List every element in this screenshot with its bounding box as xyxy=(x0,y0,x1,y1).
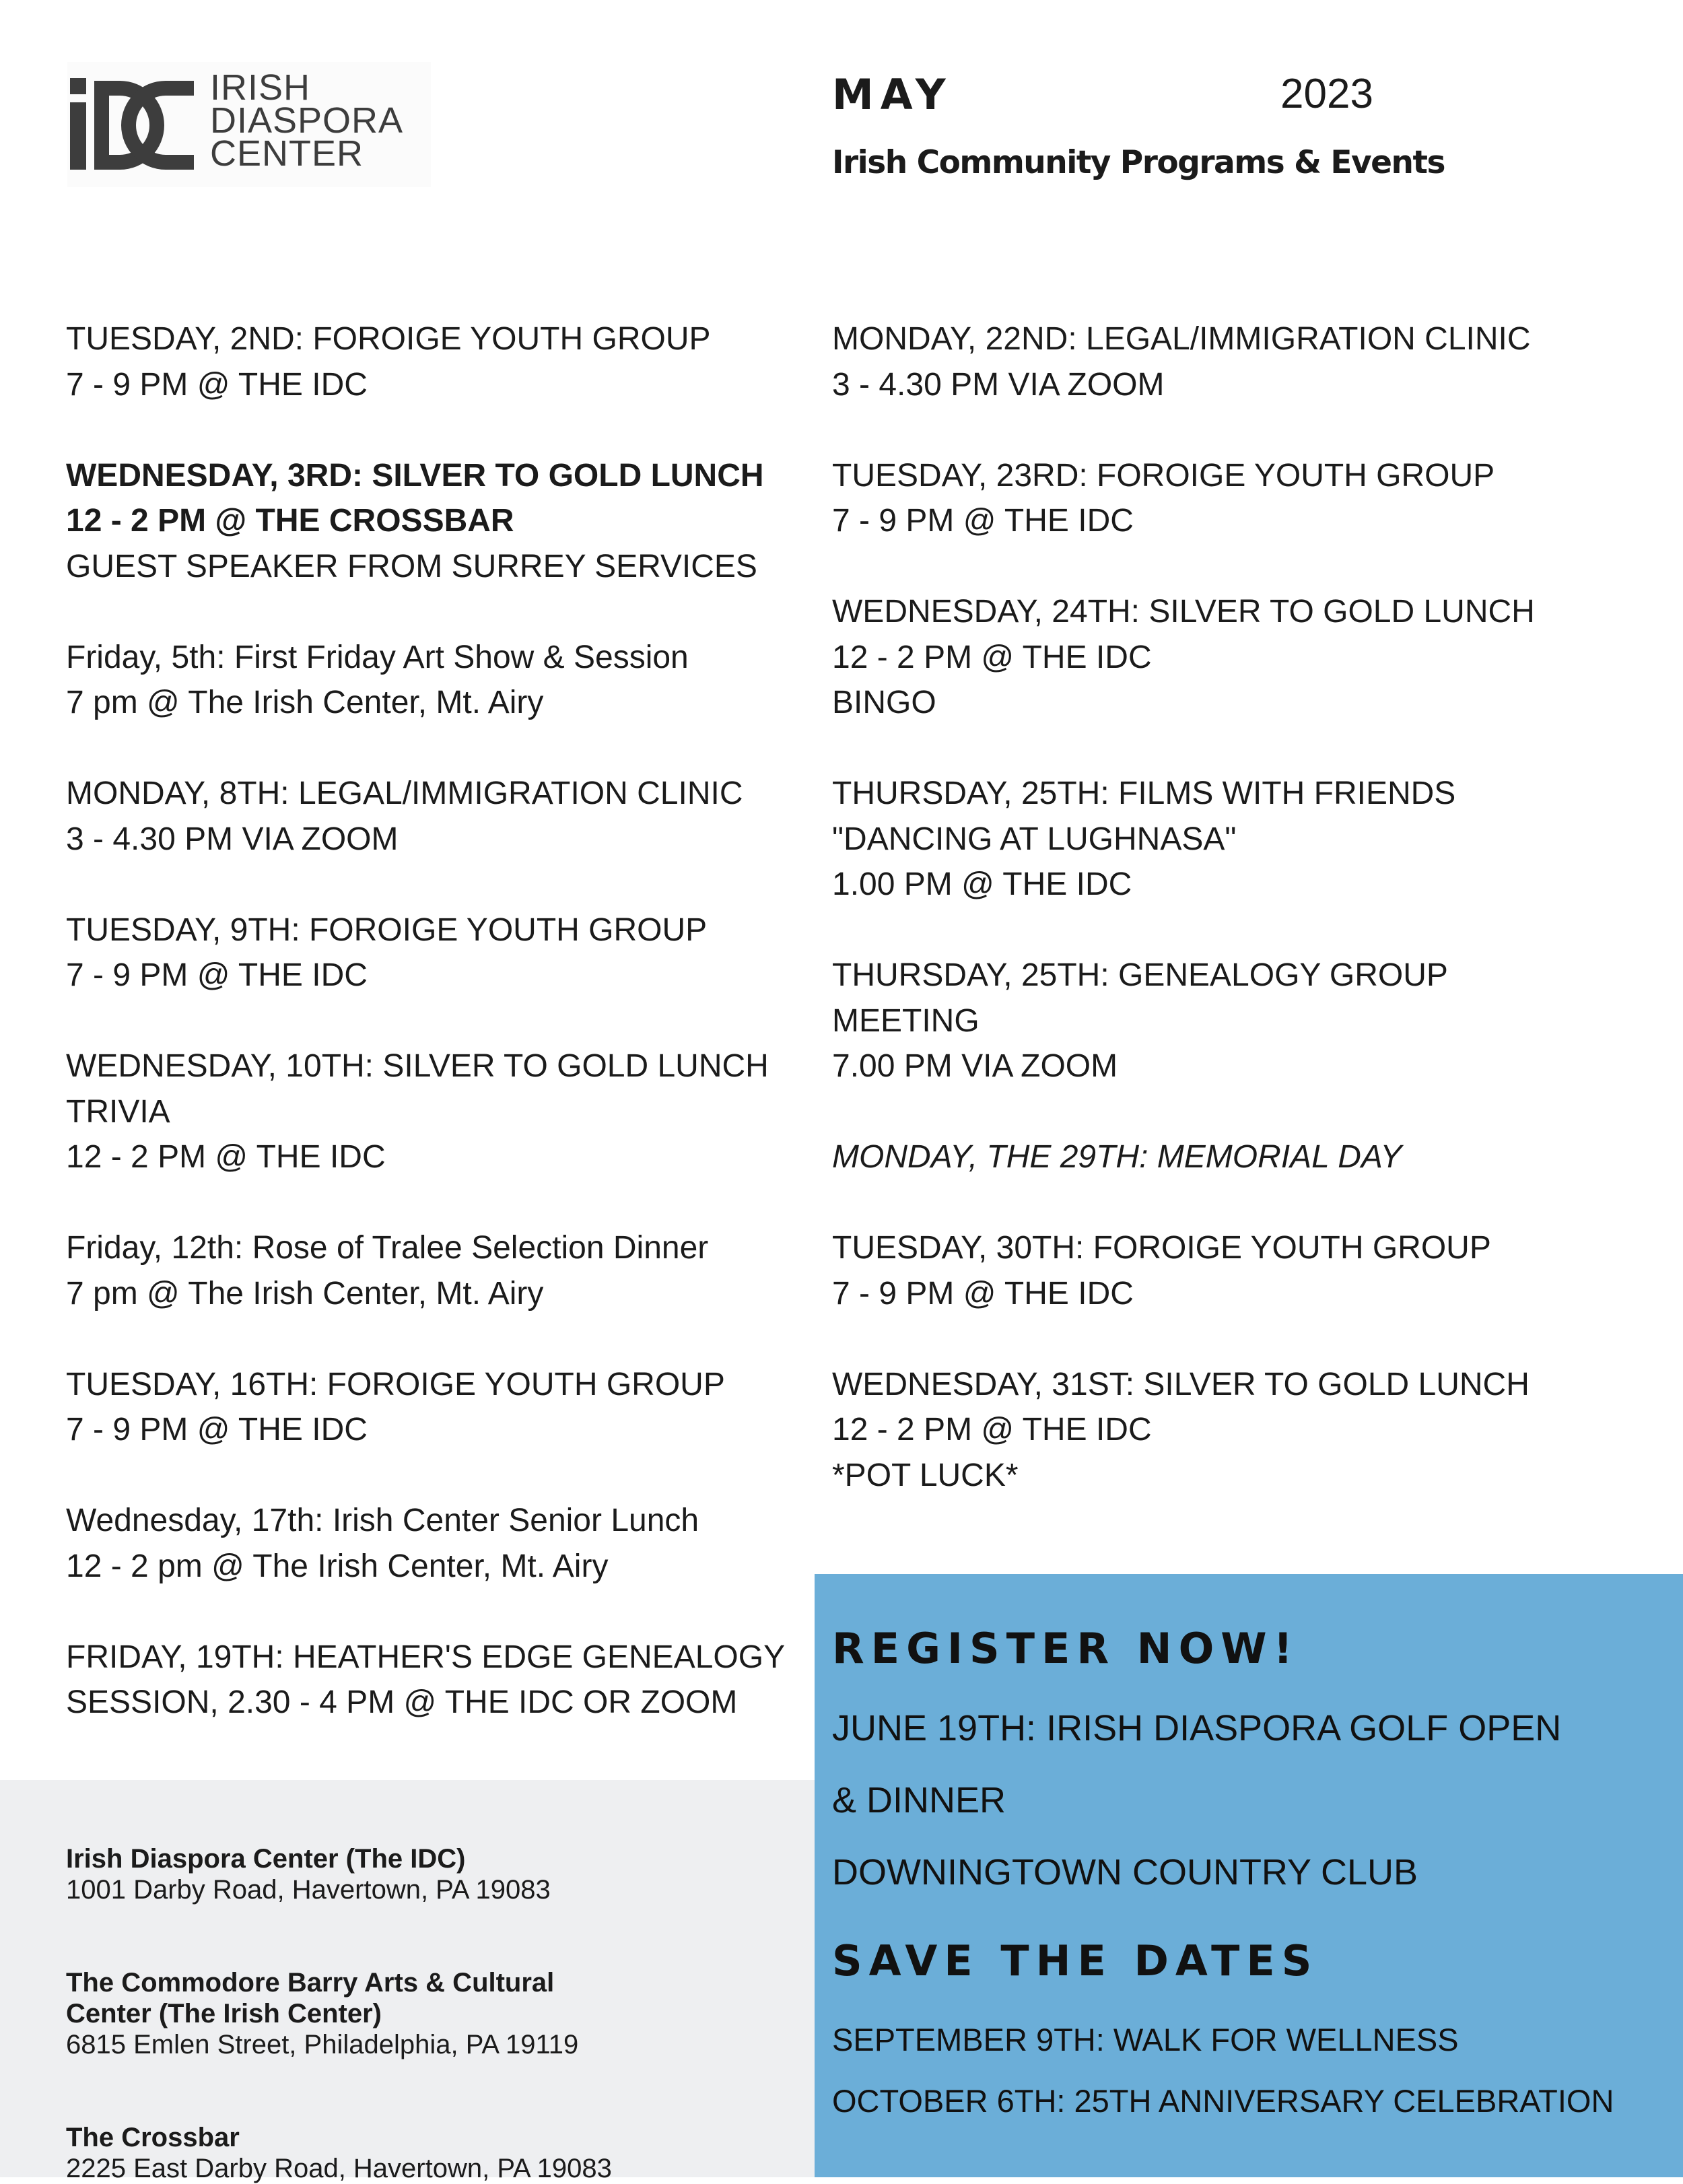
logo-line: CENTER xyxy=(210,133,364,174)
event-item xyxy=(832,589,1667,726)
event-item xyxy=(66,453,820,590)
event-line: 7 - 9 PM @ THE IDC xyxy=(832,503,1134,539)
event-line: Friday, 5th: First Friday Art Show & Session xyxy=(66,639,689,675)
event-line: 7.00 PM VIA ZOOM xyxy=(832,1048,1118,1084)
event-item xyxy=(832,953,1667,1089)
event-item xyxy=(66,1498,820,1589)
idc-logo xyxy=(67,62,431,187)
event-item xyxy=(66,1635,820,1726)
event-line: TRIVIA xyxy=(66,1093,170,1130)
event-line: TUESDAY, 2ND: FOROIGE YOUTH GROUP xyxy=(66,321,711,357)
register-line: JUNE 19TH: IRISH DIASPORA GOLF OPEN xyxy=(832,1708,1562,1748)
event-line: SESSION, 2.30 - 4 PM @ THE IDC OR ZOOM xyxy=(66,1684,738,1720)
event-line: 12 - 2 PM @ THE IDC xyxy=(66,1139,386,1175)
event-item xyxy=(832,316,1667,407)
event-line: "DANCING AT LUGHNASA" xyxy=(832,821,1237,857)
register-panel xyxy=(815,1574,1683,2177)
event-item xyxy=(66,1044,820,1180)
event-item xyxy=(832,453,1667,544)
event-line: TUESDAY, 9TH: FOROIGE YOUTH GROUP xyxy=(66,912,708,948)
idc-monogram-icon xyxy=(67,74,195,175)
event-item xyxy=(832,1134,1667,1180)
register-heading: REGISTER NOW! xyxy=(832,1624,1299,1673)
address-block xyxy=(66,1967,578,2060)
venue-address: 2225 East Darby Road, Havertown, PA 19083 xyxy=(66,2154,612,2183)
event-item xyxy=(66,635,820,726)
save-dates-heading: SAVE THE DATES xyxy=(832,1936,1319,1985)
event-line: THURSDAY, 25TH: GENEALOGY GROUP xyxy=(832,957,1448,993)
save-date-line: OCTOBER 6TH: 25TH ANNIVERSARY CELEBRATION xyxy=(832,2083,1614,2119)
right-event-list xyxy=(832,316,1667,1544)
address-panel xyxy=(0,1780,815,2183)
event-line: WEDNESDAY, 3RD: SILVER TO GOLD LUNCH xyxy=(66,457,764,493)
event-line: MONDAY, THE 29TH: MEMORIAL DAY xyxy=(832,1139,1402,1175)
venue-name: The Crossbar xyxy=(66,2123,240,2152)
event-line: TUESDAY, 30TH: FOROIGE YOUTH GROUP xyxy=(832,1230,1491,1266)
logo-text xyxy=(210,67,404,174)
event-line: WEDNESDAY, 10TH: SILVER TO GOLD LUNCH xyxy=(66,1048,769,1084)
event-line: 7 pm @ The Irish Center, Mt. Airy xyxy=(66,685,544,720)
event-item xyxy=(66,908,820,998)
event-line: 7 - 9 PM @ THE IDC xyxy=(66,1412,368,1447)
address-block xyxy=(66,1843,551,1905)
event-line: 12 - 2 PM @ THE IDC xyxy=(832,1412,1152,1447)
logo-line: IRISH xyxy=(210,67,311,108)
event-line: 3 - 4.30 PM VIA ZOOM xyxy=(66,821,399,857)
event-line: MONDAY, 8TH: LEGAL/IMMIGRATION CLINIC xyxy=(66,776,743,811)
event-line: BINGO xyxy=(832,685,936,720)
event-line: Wednesday, 17th: Irish Center Senior Lunch xyxy=(66,1503,699,1538)
month-title: MAY xyxy=(832,70,953,119)
register-line: DOWNINGTOWN COUNTRY CLUB xyxy=(832,1852,1418,1892)
event-line: 7 pm @ The Irish Center, Mt. Airy xyxy=(66,1275,544,1311)
event-line: TUESDAY, 16TH: FOROIGE YOUTH GROUP xyxy=(66,1366,725,1402)
event-item xyxy=(66,1225,820,1316)
event-line: *POT LUCK* xyxy=(832,1457,1019,1493)
event-line: TUESDAY, 23RD: FOROIGE YOUTH GROUP xyxy=(832,457,1495,493)
event-item xyxy=(66,1362,820,1453)
venue-name: Irish Diaspora Center (The IDC) xyxy=(66,1844,466,1874)
event-line: 7 - 9 PM @ THE IDC xyxy=(66,957,368,993)
event-item xyxy=(66,771,820,862)
event-item xyxy=(832,771,1667,908)
event-line: 12 - 2 PM @ THE CROSSBAR xyxy=(66,503,514,539)
event-line: FRIDAY, 19TH: HEATHER'S EDGE GENEALOGY xyxy=(66,1639,786,1675)
event-line: 12 - 2 PM @ THE IDC xyxy=(832,639,1152,675)
event-line: MONDAY, 22ND: LEGAL/IMMIGRATION CLINIC xyxy=(832,321,1531,357)
event-line: WEDNESDAY, 31ST: SILVER TO GOLD LUNCH xyxy=(832,1366,1530,1402)
event-item xyxy=(66,316,820,407)
event-line: THURSDAY, 25TH: FILMS WITH FRIENDS xyxy=(832,776,1456,811)
register-line: & DINNER xyxy=(832,1780,1006,1820)
left-event-list xyxy=(66,316,820,1771)
venue-address: 6815 Emlen Street, Philadelphia, PA 19119 xyxy=(66,2030,579,2059)
event-line: GUEST SPEAKER FROM SURREY SERVICES xyxy=(66,548,757,584)
year-title: 2023 xyxy=(1280,71,1373,117)
venue-address: 1001 Darby Road, Havertown, PA 19083 xyxy=(66,1875,551,1905)
page-subtitle: Irish Community Programs & Events xyxy=(832,144,1445,181)
venue-name: The Commodore Barry Arts & Cultural xyxy=(66,1968,555,1998)
event-item xyxy=(832,1362,1667,1499)
event-line: 12 - 2 pm @ The Irish Center, Mt. Airy xyxy=(66,1548,609,1584)
event-line: Friday, 12th: Rose of Tralee Selection Dinner xyxy=(66,1230,709,1266)
event-line: WEDNESDAY, 24TH: SILVER TO GOLD LUNCH xyxy=(832,594,1535,629)
venue-name: Center (The Irish Center) xyxy=(66,1999,382,2028)
address-block xyxy=(66,2122,612,2184)
event-line: 1.00 PM @ THE IDC xyxy=(832,866,1132,902)
event-line: MEETING xyxy=(832,1002,980,1039)
logo-line: DIASPORA xyxy=(210,100,404,141)
event-line: 7 - 9 PM @ THE IDC xyxy=(832,1275,1134,1311)
event-line: 3 - 4.30 PM VIA ZOOM xyxy=(832,366,1165,403)
save-date-line: SEPTEMBER 9TH: WALK FOR WELLNESS xyxy=(832,2022,1459,2057)
event-line: 7 - 9 PM @ THE IDC xyxy=(66,366,368,403)
event-item xyxy=(832,1225,1667,1316)
